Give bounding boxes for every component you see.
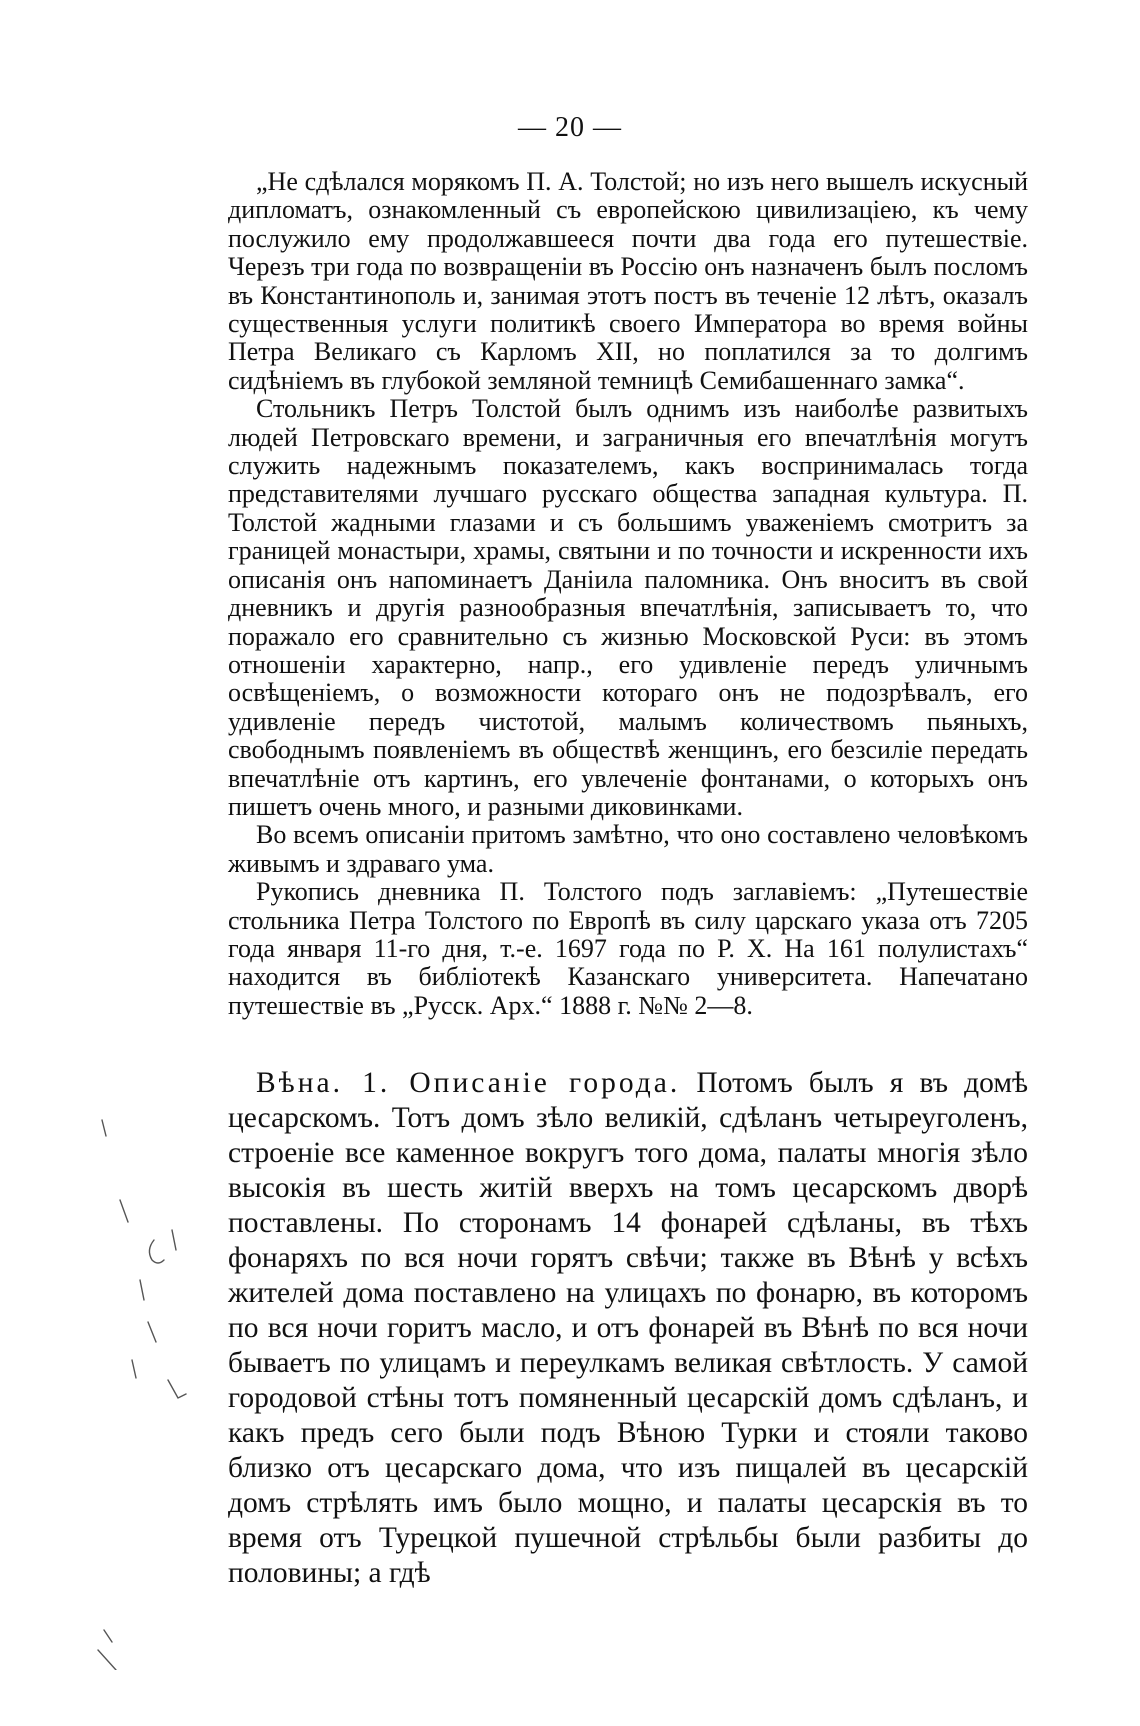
section-paragraph — [228, 1066, 1028, 1591]
paragraph: „Не сдѣлался морякомъ П. А. Толстой; но изъ него вышелъ искусный дипломатъ, ознакомленный съ европейскою цивилизаціею, къ чему послужило ему продолжавшееся почти два года его путешествіе. Черезъ три года по возвращеніи въ Россію онъ назначенъ былъ посломъ въ Константинополь и, занимая этотъ постъ въ теченіе 12 лѣтъ, оказалъ существенныя услуги политикѣ своего Императора во время войны Петра Великаго съ Карломъ XII, но поплатился за то долгимъ сидѣніемъ въ глубокой земляной темницѣ Семибашеннаго замка“. — [228, 167, 1028, 395]
paragraph: Во всемъ описаніи притомъ замѣтно, что оно составлено человѣкомъ живымъ и здраваго ума. — [228, 820, 1028, 878]
pencil-stroke — [102, 1120, 106, 1136]
text-block — [228, 168, 1028, 1020]
pencil-stroke — [172, 1230, 176, 1250]
pencil-stroke — [148, 1322, 156, 1342]
pencil-stroke — [104, 1630, 112, 1642]
page-number: — 20 — — [518, 112, 622, 143]
section-vienna — [228, 1066, 1028, 1591]
pencil-stroke — [149, 1240, 164, 1263]
pencil-stroke — [140, 1280, 144, 1300]
pencil-stroke — [120, 1200, 128, 1222]
pencil-stroke — [98, 1650, 116, 1670]
paragraph: Рукопись дневника П. Толстого подъ заглавіемъ: „Путешествіе стольника Петра Толстого по Европѣ въ силу царскаго указа отъ 7205 года января 11-го дня, т.-е. 1697 года по Р. Х. На 161 полулистахъ“ находится въ библіотекѣ Казанскаго университета. Напечатано путешествіе въ „Русск. Арх.“ 1888 г. №№ 2—8. — [228, 877, 1028, 1020]
marginal-pencil-marks — [92, 1110, 212, 1670]
pencil-stroke — [132, 1360, 136, 1378]
section-text: Потомъ былъ я въ домѣ цесарскомъ. Тотъ домъ зѣло великій, сдѣланъ четыреуголенъ, строеніе все каменное вокругъ того дома, палаты многія зѣло высокія въ шесть житій вверхъ на томъ цесарскомъ дворѣ поставлены. По сторонамъ 14 фонарей сдѣланы, въ тѣхъ фонаряхъ по вся ночи горятъ свѣчи; также въ Вѣнѣ у всѣхъ жителей дома поставлено на улицахъ по фонарю, въ которомъ по вся ночи горитъ масло, и отъ фонарей въ Вѣнѣ по вся ночи бываетъ по улицамъ и переулкамъ великая свѣтлость. У самой городовой стѣны тотъ помяненный цесарскій домъ сдѣланъ, и какъ предъ сего были подъ Вѣною Турки и стояли таково близко отъ цесарскаго дома, что изъ пищалей въ цесарскій домъ стрѣлять имъ было мощно, и палаты цесарскія въ то время отъ Турецкой пушечной стрѣльбы были разбиты до половины; а гдѣ — [228, 1067, 1028, 1589]
section-heading: Вѣна. 1. Описаніе города. — [256, 1067, 681, 1099]
paragraph: Стольникъ Петръ Толстой былъ однимъ изъ наиболѣе развитыхъ людей Петровскаго времени, и заграничныя его впечатлѣнія могутъ служить надежнымъ показателемъ, какъ воспринималась тогда представителями лучшаго русскаго общества западная культура. П. Толстой жадными глазами и съ большимъ уваженіемъ смотритъ за границей монастыри, храмы, святыни и по точности и искренности ихъ описанія онъ напоминаетъ Даніила паломника. Онъ вноситъ въ свой дневникъ и другія разнообразныя впечатлѣнія, записываетъ то, что поражало его сравнительно съ жизнью Московской Руси: въ этомъ отношеніи характерно, напр., его удивленіе передъ уличнымъ освѣщеніемъ, о возможности котораго онъ не подозрѣвалъ, его удивленіе передъ чистотой, малымъ количествомъ пьяныхъ, свободнымъ появленіемъ въ обществѣ женщинъ, его безсиліе передать впечатлѣніе отъ картинъ, его увлеченіе фонтанами, о которыхъ онъ пишетъ очень много, и разными диковинками. — [228, 394, 1028, 821]
pencil-stroke — [168, 1380, 186, 1398]
